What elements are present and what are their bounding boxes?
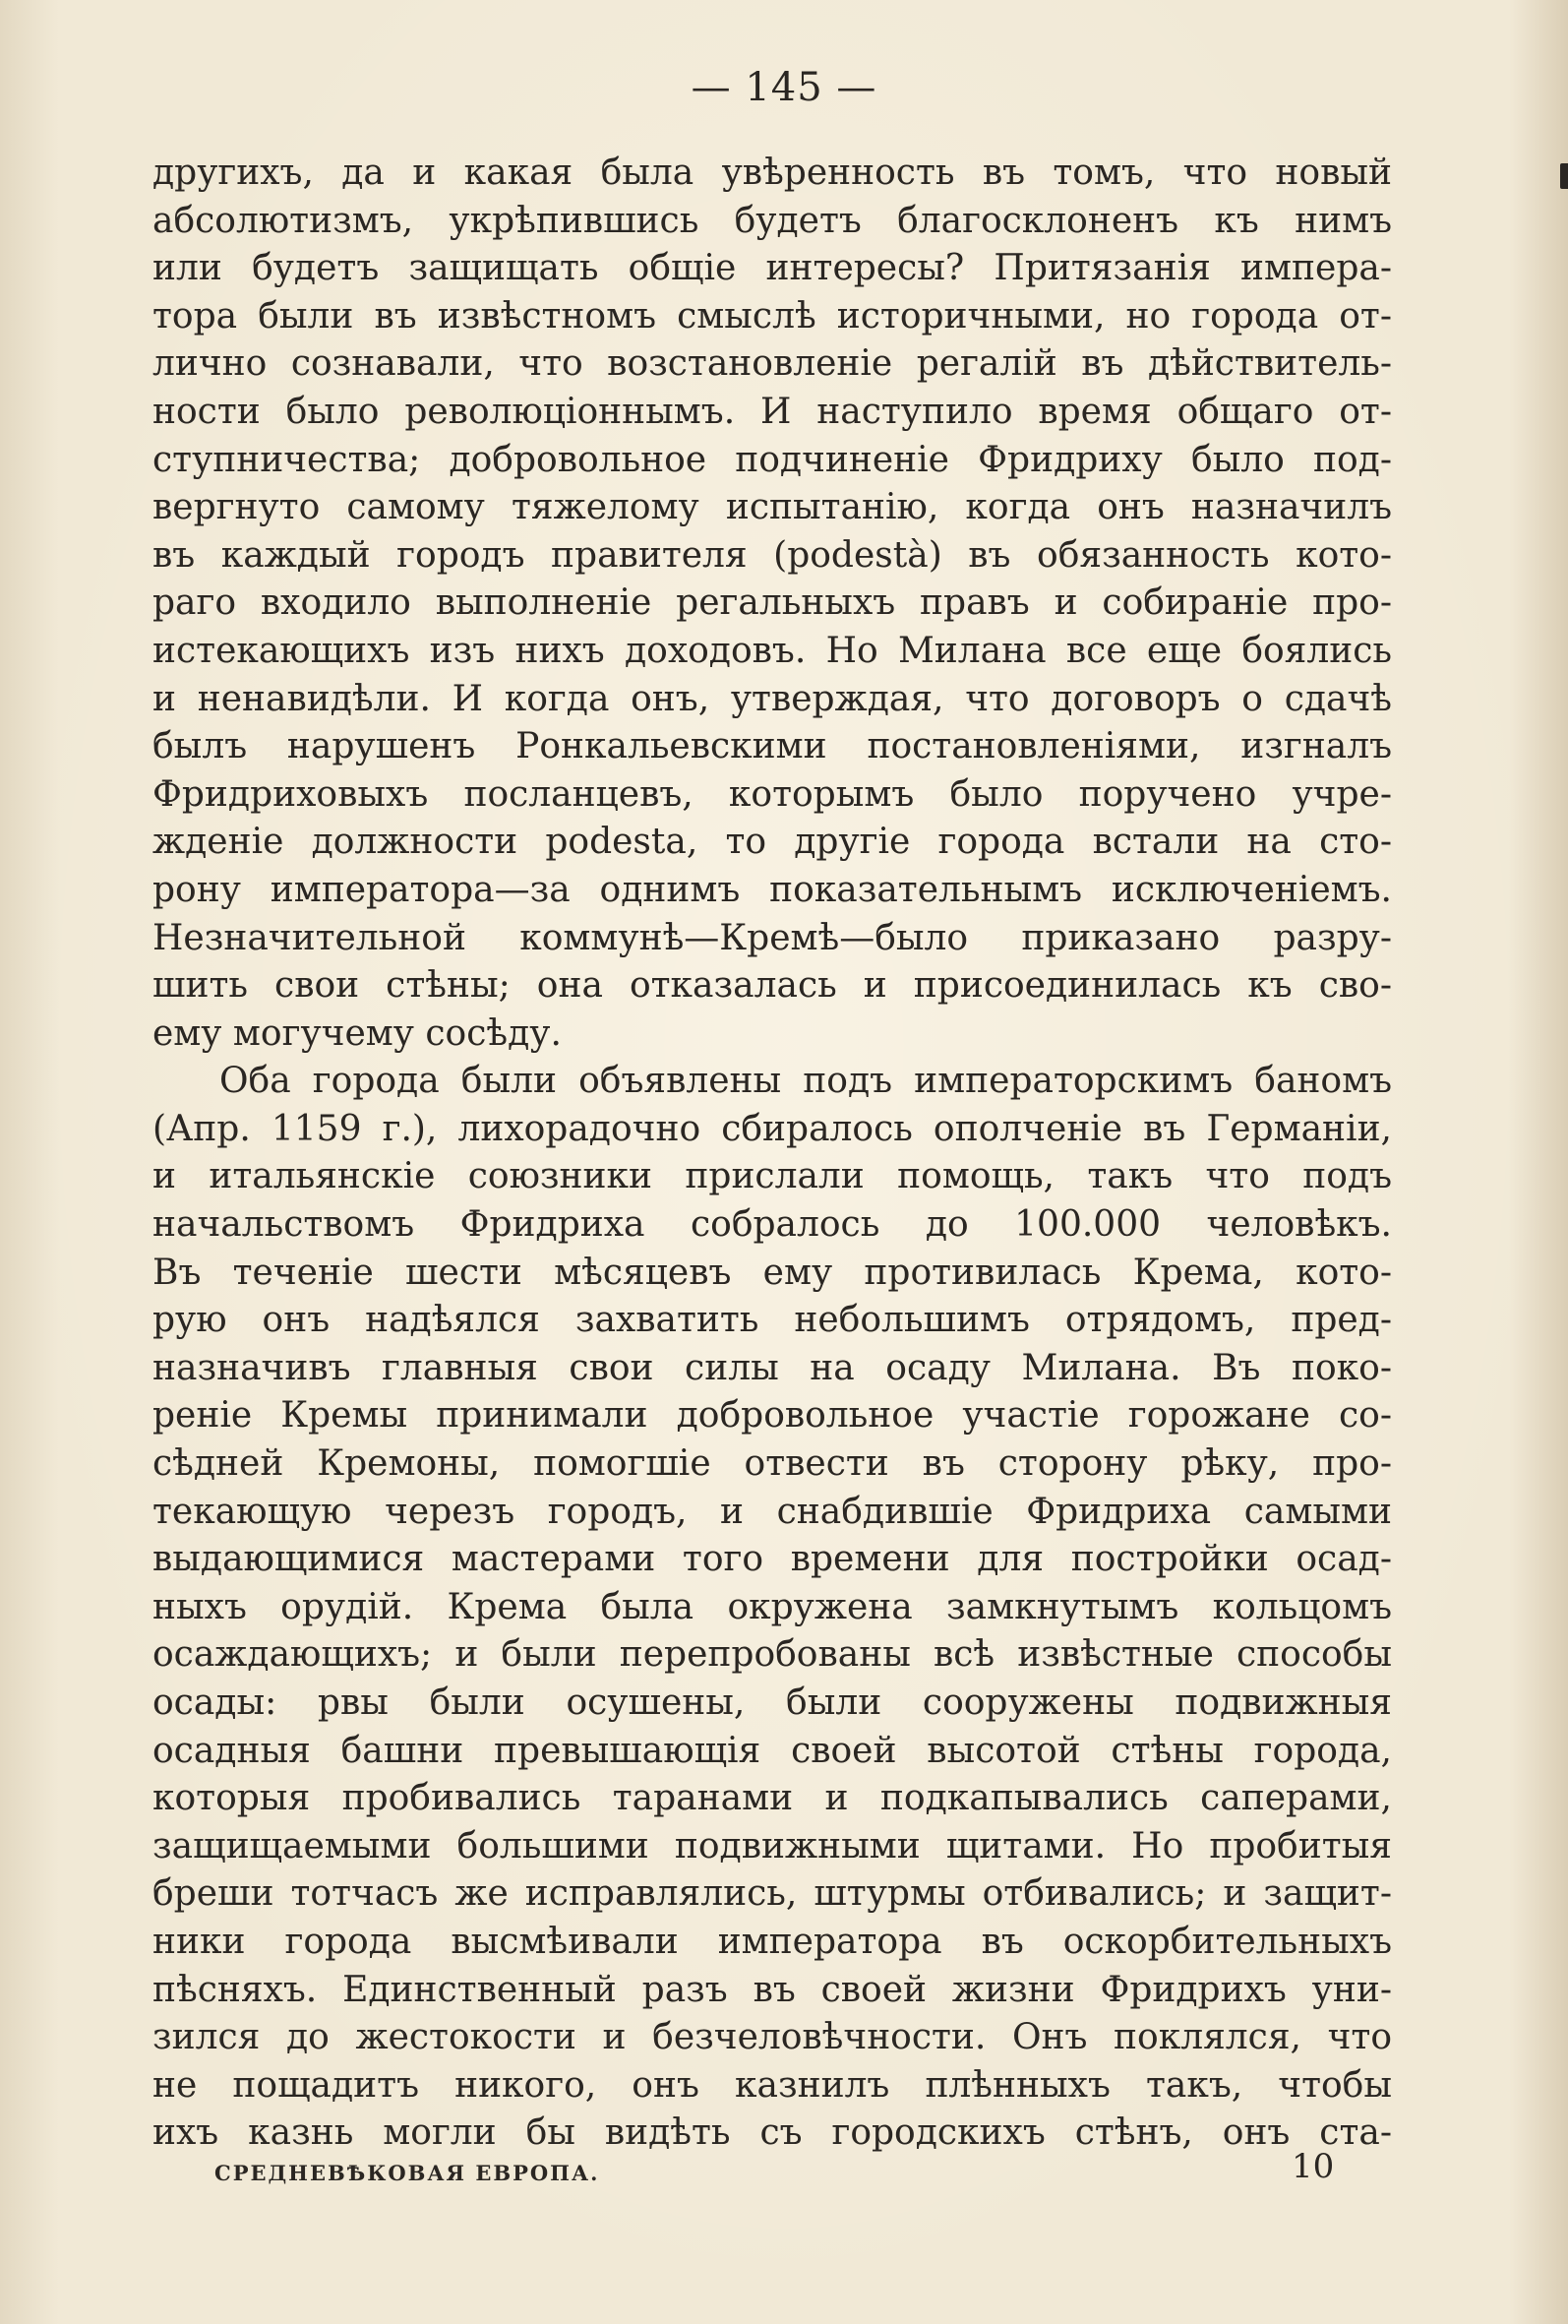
text-line: абсолютизмъ, укрѣпившись будетъ благосклоненъ къ нимъ — [152, 200, 1392, 241]
text-line: назначивъ главныя свои силы на осаду Милана. Въ поко- — [152, 1347, 1392, 1388]
text-line: пѣсняхъ. Единственный разъ въ своей жизни Фридрихъ уни- — [152, 1969, 1392, 2010]
text-line: Фридриховыхъ посланцевъ, которымъ было поручено учре- — [152, 773, 1392, 815]
text-line: реніе Кремы принимали добровольное участіе горожане со- — [152, 1395, 1392, 1437]
text-line: ники города высмѣивали императора въ оскорбительныхъ — [152, 1921, 1392, 1962]
text-line: выдающимися мастерами того времени для постройки осад- — [152, 1539, 1392, 1580]
text-line: осады: рвы были осушены, были сооружены подвижныя — [152, 1682, 1392, 1723]
text-line: рую онъ надѣялся захватить небольшимъ отрядомъ, пред- — [152, 1300, 1392, 1341]
text-line: другихъ, да и какая была увѣренность въ томъ, что новый — [152, 153, 1392, 193]
text-line: ему могучему сосѣду. — [152, 1012, 562, 1054]
text-line: жденіе должности podesta, то другіе города встали на сто- — [152, 822, 1392, 863]
text-line: (Апр. 1159 г.), лихорадочно сбиралось ополченіе въ Германіи, — [152, 1108, 1392, 1149]
text-line: или будетъ защищать общіе интересы? Притязанія импера- — [152, 248, 1392, 289]
text-line: раго входило выполненіе регальныхъ правъ и собираніе про- — [152, 582, 1392, 624]
text-line: рону императора—за однимъ показательнымъ исключеніемъ. — [152, 869, 1392, 910]
text-line: тора были въ извѣстномъ смыслѣ историчными, но города от- — [152, 295, 1392, 336]
text-line: сѣдней Кремоны, помогшіе отвести въ сторону рѣку, про- — [152, 1443, 1392, 1485]
text-line: ныхъ орудій. Крема была окружена замкнутымъ кольцомъ — [152, 1586, 1392, 1627]
text-line: бреши тотчасъ же исправлялись, штурмы отбивались; и защит- — [152, 1873, 1392, 1915]
text-line: ступничества; добровольное подчиненіе Фридриху было под- — [152, 439, 1392, 480]
text-line: ности было революціоннымъ. И наступило время общаго от- — [152, 391, 1392, 432]
text-line: которыя пробивались таранами и подкапывались саперами, — [152, 1778, 1392, 1819]
text-line: Незначительной коммунѣ—Кремѣ—было приказано разру- — [152, 917, 1392, 958]
text-line: лично сознавали, что возстановленіе регалій въ дѣйствитель- — [152, 343, 1392, 385]
text-line: былъ нарушенъ Ронкальевскими постановленіями, изгналъ — [152, 726, 1392, 767]
text-line: вергнуто самому тяжелому испытанію, когда онъ назначилъ — [152, 487, 1392, 528]
page-edge-mark — [1560, 163, 1568, 189]
footer-book-title: СРЕДНЕВѢКОВАЯ ЕВРОПА. — [214, 2161, 600, 2185]
text-line: въ каждый городъ правителя (podestà) въ обязанность кото- — [152, 534, 1392, 576]
text-line: текающую черезъ городъ, и снабдившіе Фридриха самыми — [152, 1491, 1392, 1532]
text-line: осаждающихъ; и были перепробованы всѣ извѣстные способы — [152, 1634, 1392, 1676]
text-line: и ненавидѣли. И когда онъ, утверждая, что договоръ о сдачѣ — [152, 678, 1392, 719]
text-line: и итальянскіе союзники прислали помощь, такъ что подъ — [152, 1156, 1392, 1197]
body-text — [152, 150, 1392, 2158]
text-line: осадныя башни превышающія своей высотой стѣны города, — [152, 1730, 1392, 1771]
text-line: защищаемыми большими подвижными щитами. Но пробитыя — [152, 1825, 1392, 1866]
text-line: Въ теченіе шести мѣсяцевъ ему противилась Крема, кото- — [152, 1252, 1392, 1293]
text-line: не пощадитъ никого, онъ казнилъ плѣнныхъ такъ, чтобы — [152, 2064, 1392, 2106]
text-line: зился до жестокости и безчеловѣчности. Онъ поклялся, что — [152, 2017, 1392, 2058]
signature-mark: 10 — [1292, 2147, 1335, 2186]
page-number: — 145 — — [691, 65, 877, 110]
text-line: Оба города были объявлены подъ императорскимъ баномъ — [219, 1061, 1392, 1102]
text-line: шить свои стѣны; она отказалась и присоединилась къ сво- — [152, 965, 1392, 1007]
text-line: ихъ казнь могли бы видѣть съ городскихъ стѣнъ, онъ ста- — [152, 2112, 1392, 2154]
text-line: начальствомъ Фридриха собралось до 100.000 человѣкъ. — [152, 1204, 1392, 1246]
text-line: истекающихъ изъ нихъ доходовъ. Но Милана все еще боялись — [152, 630, 1392, 671]
